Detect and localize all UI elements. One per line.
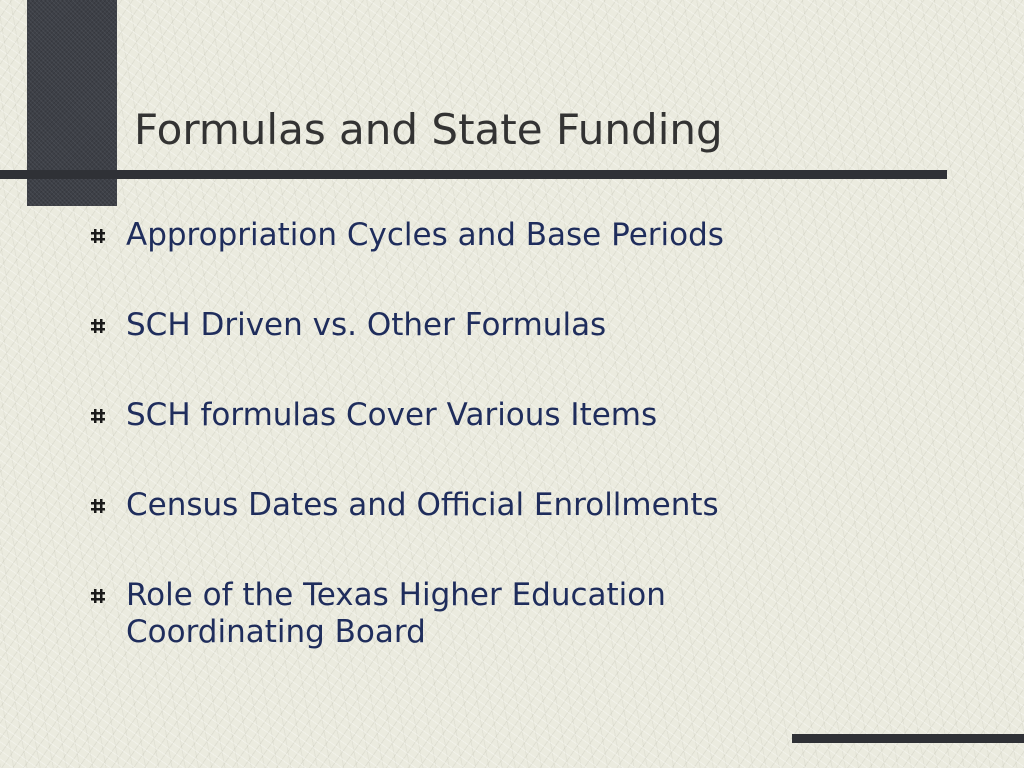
bullet-item xyxy=(88,577,968,651)
hash-bullet-icon xyxy=(90,588,106,604)
hash-bullet-icon xyxy=(90,318,106,334)
bullet-list xyxy=(88,217,968,704)
bullet-item xyxy=(88,397,968,434)
bullet-text: Appropriation Cycles and Base Periods xyxy=(126,217,724,253)
title-rule xyxy=(0,170,947,179)
bullet-text: SCH Driven vs. Other Formulas xyxy=(126,307,607,343)
bullet-text: Role of the Texas Higher Education Coordinating Board xyxy=(126,577,666,650)
hash-bullet-icon xyxy=(90,408,106,424)
hash-bullet-icon xyxy=(90,498,106,514)
bullet-item xyxy=(88,217,968,254)
hash-bullet-icon xyxy=(90,228,106,244)
slide-title: Formulas and State Funding xyxy=(134,105,723,154)
bullet-text: Census Dates and Official Enrollments xyxy=(126,487,719,523)
bottom-rule xyxy=(792,734,1024,743)
bullet-text: SCH formulas Cover Various Items xyxy=(126,397,658,433)
bullet-item xyxy=(88,487,968,524)
bullet-item xyxy=(88,307,968,344)
